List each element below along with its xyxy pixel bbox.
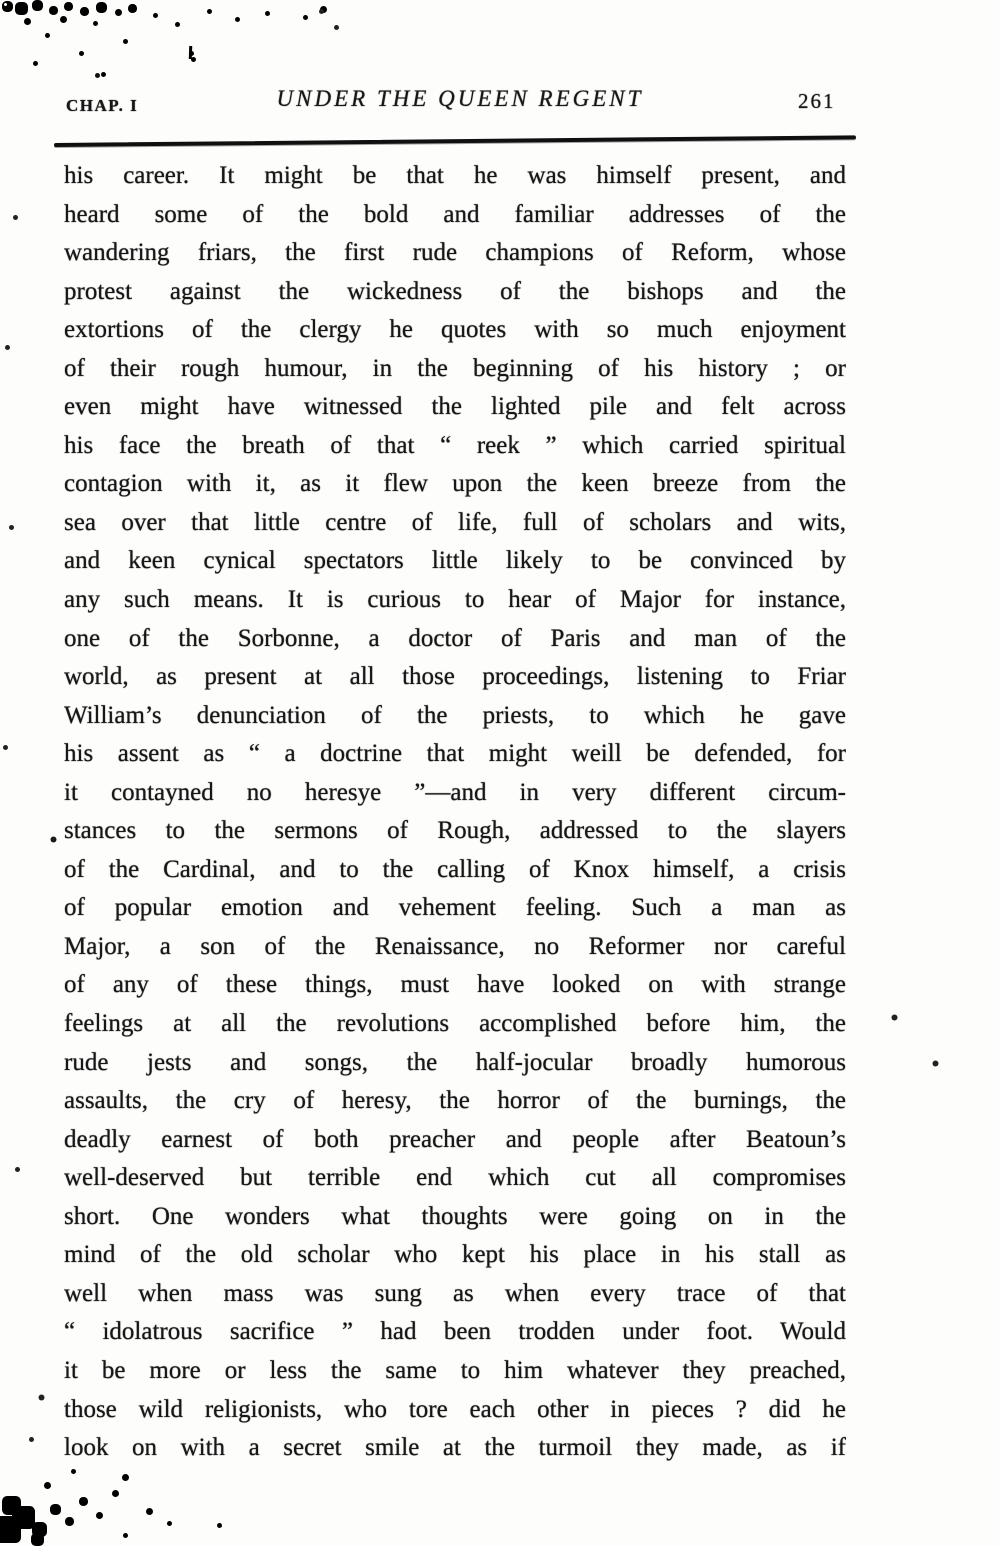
text-line: of any of these things, must have looked on with strange (64, 971, 846, 999)
text-line: “ idolatrous sacrifice ” had been trodden under foot. Would (64, 1318, 846, 1346)
text-line: contagion with it, as it flew upon the keen breeze from the (64, 470, 846, 498)
text-line: William’s denunciation of the priests, to which he gave (64, 701, 846, 729)
text-line: look on with a secret smile at the turmoil they made, as if (64, 1434, 846, 1462)
text-line: well when mass was sung as when every trace of that (64, 1279, 846, 1307)
body-text (64, 157, 846, 1468)
ink-smudge-bottom-left (6, 1462, 9, 1465)
chapter-label: CHAP. I (66, 96, 139, 115)
text-line: feelings at all the revolutions accomplished before him, the (64, 1010, 846, 1038)
page-number: 261 (798, 89, 836, 113)
text-line: it contayned no heresye ”—and in very different circum- (64, 778, 846, 806)
text-line: extortions of the clergy he quotes with so much enjoyment (64, 316, 846, 344)
text-line: it be more or less the same to him whatever they preached, (64, 1356, 846, 1384)
text-line: any such means. It is curious to hear of Major for instance, (64, 586, 846, 614)
text-line: sea over that little centre of life, full of scholars and wits, (64, 508, 846, 536)
text-line: well-deserved but terrible end which cut all compromises (64, 1164, 846, 1192)
text-line: rude jests and songs, the half-jocular broadly humorous (64, 1048, 846, 1076)
text-line: Major, a son of the Renaissance, no Reformer nor careful (64, 932, 846, 960)
text-line: one of the Sorbonne, a doctor of Paris and man of the (64, 624, 846, 652)
text-line: of their rough humour, in the beginning of his history ; or (64, 354, 846, 382)
text-line: stances to the sermons of Rough, addressed to the slayers (64, 817, 846, 845)
text-line: and keen cynical spectators little likely to be convinced by (64, 547, 846, 575)
ink-specks (0, 0, 3, 3)
text-line: heard some of the bold and familiar addresses of the (64, 200, 846, 228)
ink-smudge-top-left (4, 3, 7, 6)
text-line: of the Cardinal, and to the calling of Knox himself, a crisis (64, 855, 846, 883)
text-line: his career. It might be that he was himself present, and (64, 162, 846, 189)
text-line: assaults, the cry of heresy, the horror of the burnings, the (64, 1087, 846, 1115)
text-line: those wild religionists, who tore each other in pieces ? did he (64, 1395, 846, 1423)
text-line: of popular emotion and vehement feeling. Such a man as (64, 894, 846, 922)
text-line: protest against the wickedness of the bishops and the (64, 277, 846, 305)
text-line: world, as present at all those proceedings, listening to Friar (64, 663, 846, 691)
text-line: short. One wonders what thoughts were going on in the (64, 1202, 846, 1230)
text-line: even might have witnessed the lighted pile and felt across (64, 393, 846, 421)
running-head-title: UNDER THE QUEEN REGENT (276, 86, 644, 111)
ink-tick-mark (189, 46, 192, 59)
text-line: deadly earnest of both preacher and people after Beatoun’s (64, 1125, 846, 1153)
text-line: his assent as “ a doctrine that might weill be defended, for (64, 740, 846, 768)
header-rule (54, 135, 856, 146)
text-line: wandering friars, the first rude champions of Reform, whose (64, 239, 846, 267)
text-line: mind of the old scholar who kept his place in his stall as (64, 1241, 846, 1269)
text-line: his face the breath of that “ reek ” which carried spiritual (64, 431, 846, 459)
